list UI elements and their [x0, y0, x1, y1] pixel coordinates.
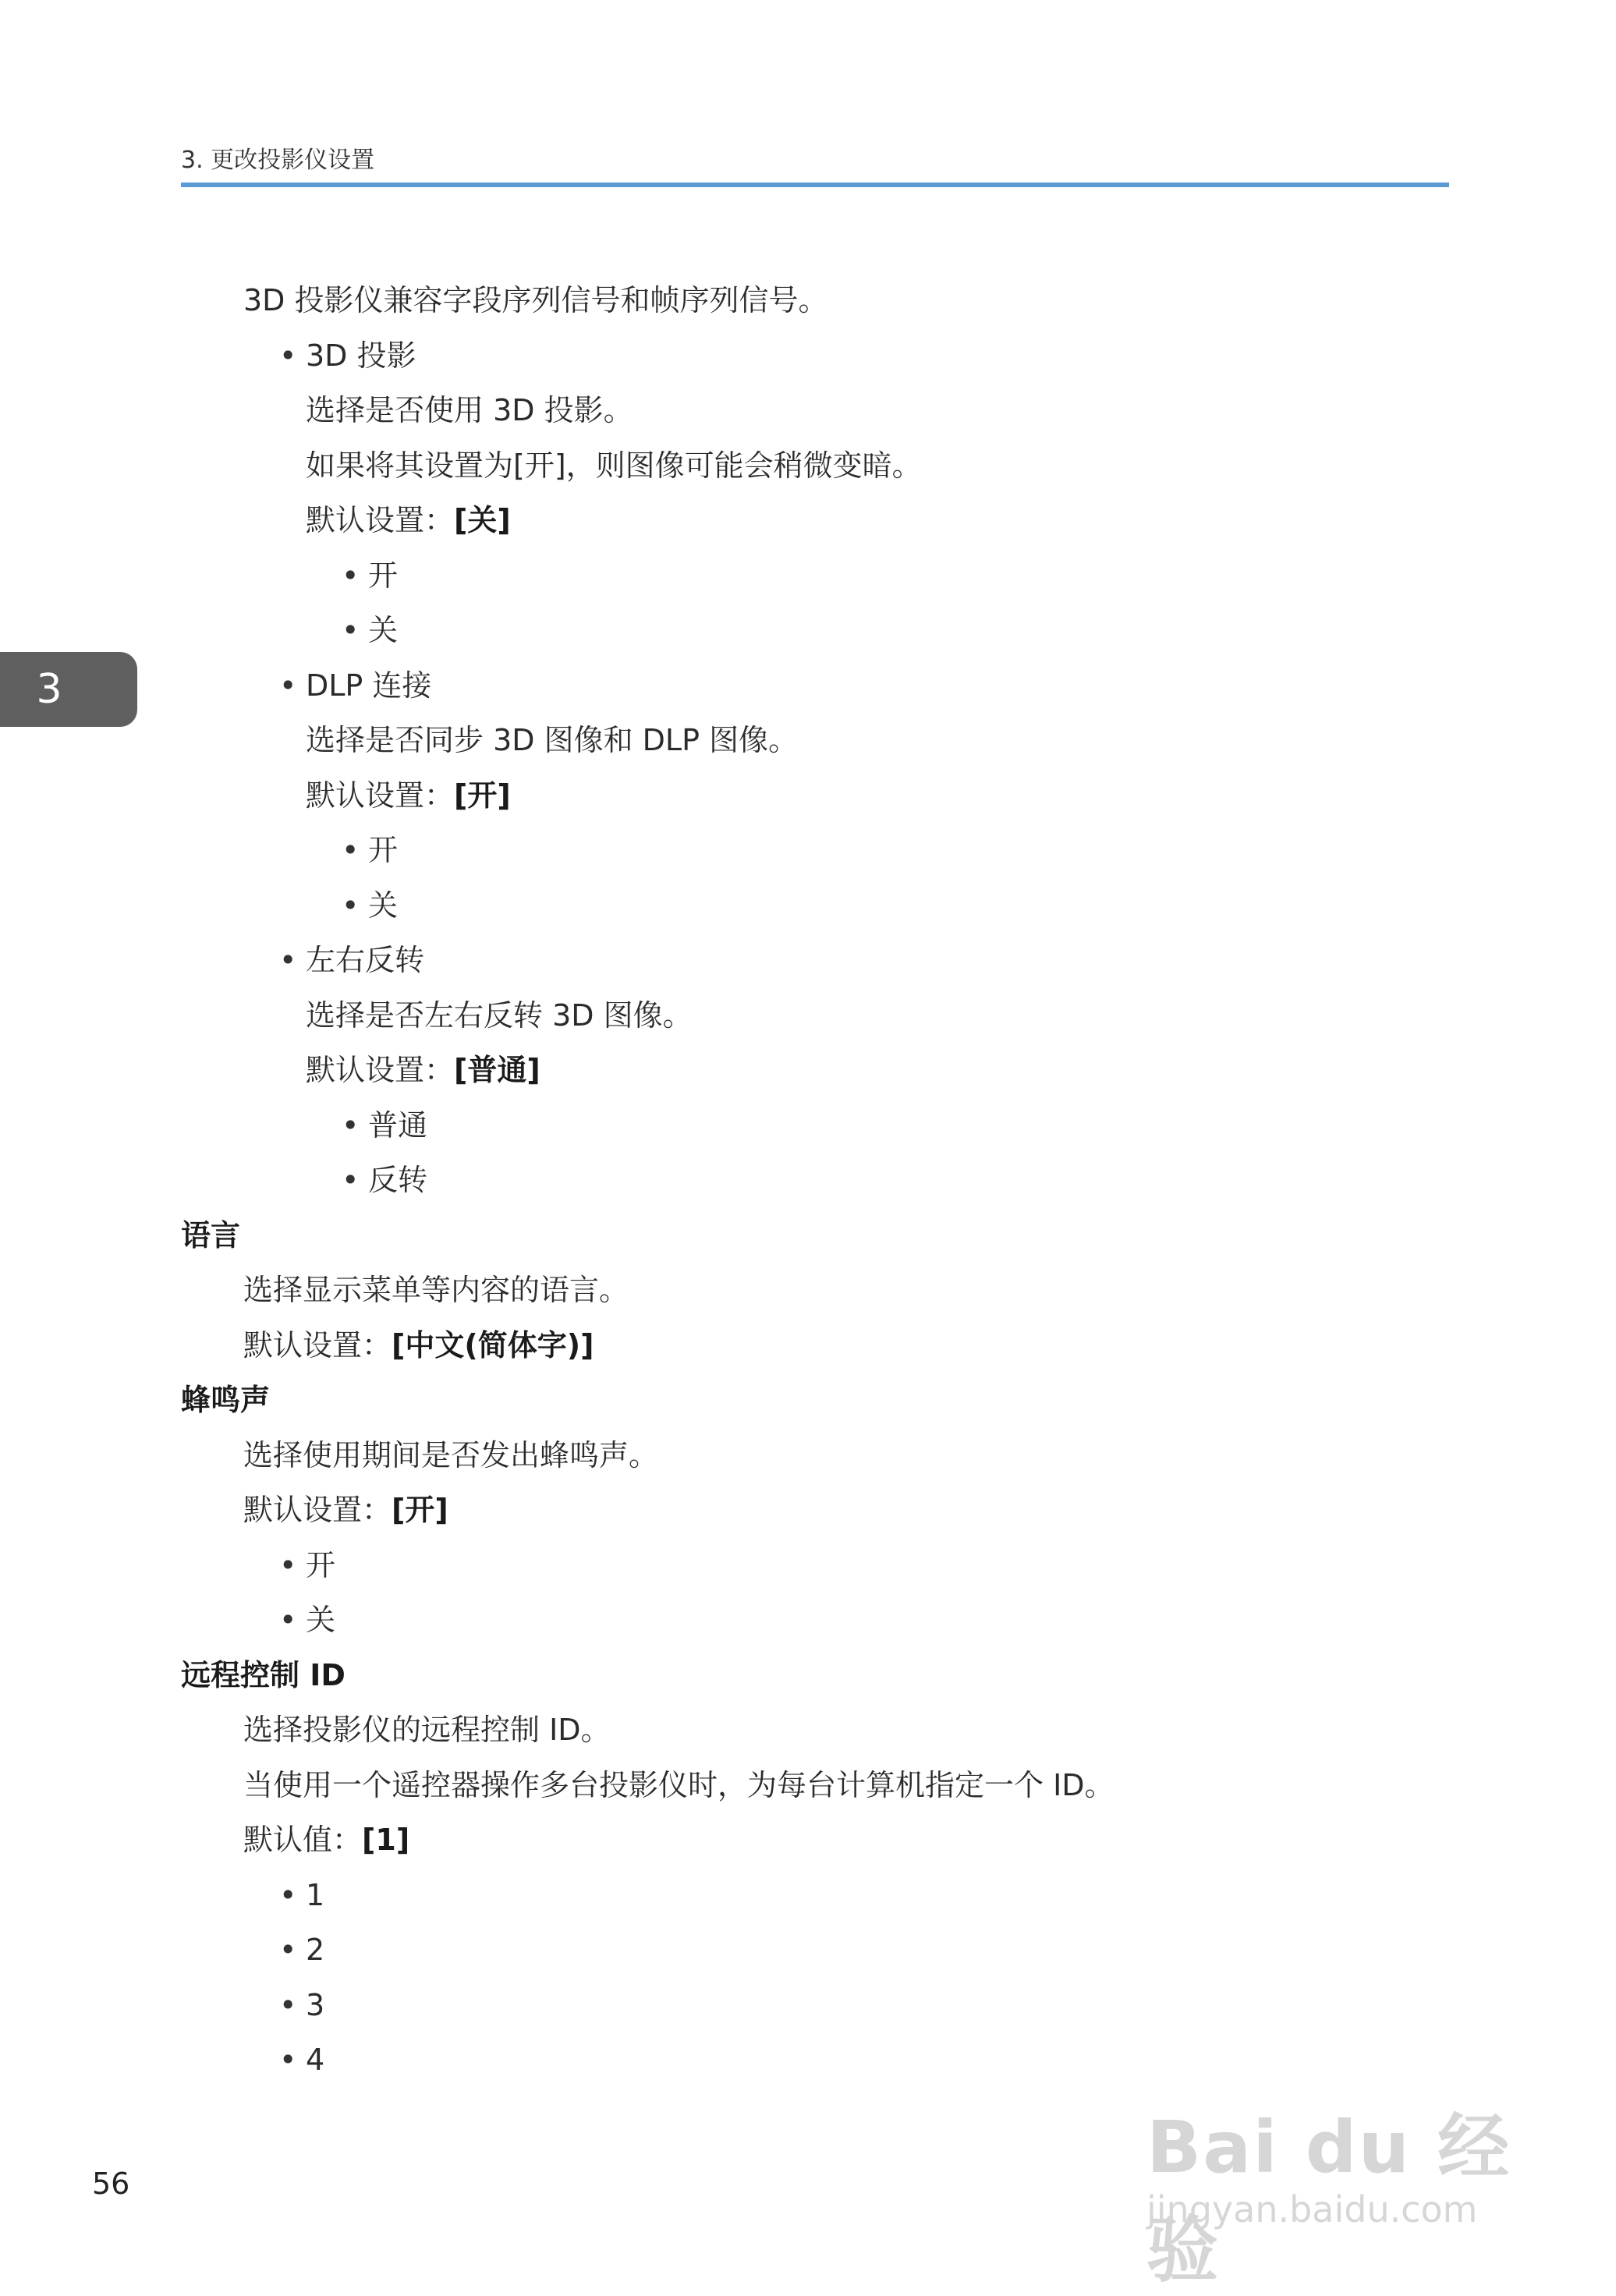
list-item: • 1 — [181, 1868, 1507, 1923]
default-setting: 默认值：[1] — [243, 1823, 410, 1857]
list-item: • 关 — [181, 603, 1507, 658]
list-item: • 关 — [181, 1593, 1507, 1648]
header-divider — [181, 182, 1449, 187]
watermark-logo: Bai du 经验 — [1146, 2106, 1511, 2292]
default-setting: 默认设置：[开] — [306, 778, 511, 813]
watermark-url: jingyan.baidu.com — [1146, 2188, 1478, 2230]
list-item: • 关 — [181, 878, 1507, 934]
settings-content — [181, 273, 1507, 2088]
list-item: • 普通 — [181, 1098, 1507, 1153]
section-heading-beep: 蜂鸣声 — [181, 1383, 271, 1417]
intro-text: 3D 投影仪兼容字段序列信号和帧序列信号。 — [243, 283, 828, 317]
option-description: 选择是否左右反转 3D 图像。 — [306, 997, 693, 1033]
chapter-tab: 3 — [0, 652, 137, 727]
list-item: • 开 — [181, 1538, 1507, 1593]
list-item: • 4 — [181, 2032, 1507, 2088]
list-item: • 开 — [181, 823, 1507, 878]
default-setting: 默认设置：[普通] — [306, 1053, 540, 1087]
page-number: 56 — [92, 2167, 130, 2201]
default-setting: 默认设置：[中文(简体字)] — [243, 1327, 594, 1362]
baidu-watermark — [1146, 2067, 1583, 2292]
list-item: • 3 — [181, 1978, 1507, 2033]
option-dlp-link: • DLP 连接 — [181, 658, 1507, 714]
section-description: 选择显示菜单等内容的语言。 — [243, 1273, 629, 1307]
section-heading-language: 语言 — [181, 1217, 241, 1253]
default-setting: 默认设置：[关] — [306, 503, 511, 537]
list-item: • 反转 — [181, 1153, 1507, 1208]
option-3d-projection: • 3D 投影 — [181, 328, 1507, 384]
default-setting: 默认设置：[开] — [243, 1493, 448, 1527]
option-left-right-flip: • 左右反转 — [181, 933, 1507, 988]
section-note: 当使用一个遥控器操作多台投影仪时，为每台计算机指定一个 ID。 — [243, 1767, 1115, 1802]
list-item: • 开 — [181, 548, 1507, 604]
list-item: • 2 — [181, 1922, 1507, 1978]
option-description: 选择是否使用 3D 投影。 — [306, 393, 633, 427]
running-header: 3. 更改投影仪设置 — [181, 147, 375, 174]
section-heading-remote-id: 远程控制 ID — [181, 1657, 346, 1692]
option-description: 选择是否同步 3D 图像和 DLP 图像。 — [306, 723, 799, 757]
section-description: 选择投影仪的远程控制 ID。 — [243, 1713, 611, 1747]
section-description: 选择使用期间是否发出蜂鸣声。 — [243, 1437, 659, 1472]
option-note: 如果将其设置为[开]，则图像可能会稍微变暗。 — [306, 448, 922, 483]
